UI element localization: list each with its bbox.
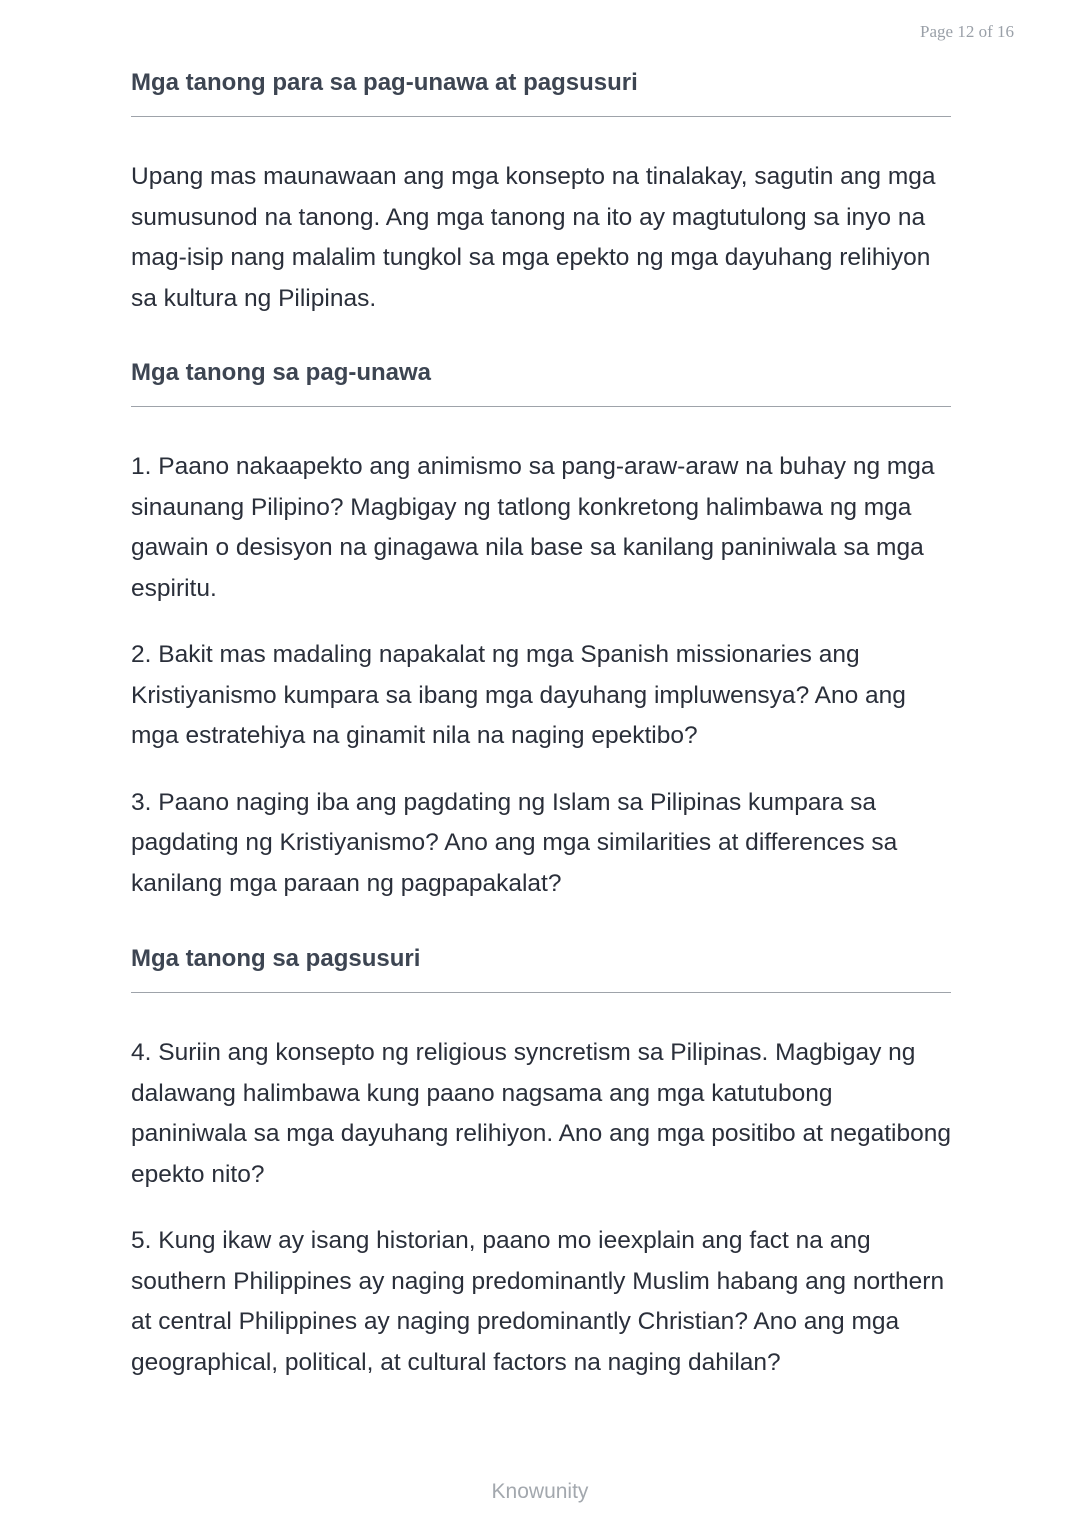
- section-heading-comprehension: Mga tanong sa pag-unawa: [131, 356, 951, 407]
- question-4: 4. Suriin ang konsepto ng religious syncretism sa Pilipinas. Magbigay ng dalawang halimbawa kung paano nagsama ang mga katutubong paniniwala sa mga dayuhang relihiyon. Ano ang mga positibo at negatibong epekto nito?: [131, 1039, 951, 1188]
- section-heading-main: Mga tanong para sa pag-unawa at pagsusuri: [131, 66, 951, 117]
- page-number: Page 12 of 16: [920, 22, 1014, 41]
- question-1: 1. Paano nakaapekto ang animismo sa pang-araw-araw na buhay ng mga sinaunang Pilipino? Magbigay ng tatlong konkretong halimbawa ng mga gawain o desisyon na ginagawa nila base sa kanilang paniniwala sa mga espiritu.: [131, 453, 935, 602]
- footer-brand: Knowunity: [491, 1480, 589, 1503]
- question-2: 2. Bakit mas madaling napakalat ng mga Spanish missionaries ang Kristiyanismo kumpara sa ibang mga dayuhang impluwensya? Ano ang mga estratehiya na ginamit nila na naging epektibo?: [131, 641, 906, 749]
- question-3: 3. Paano naging iba ang pagdating ng Islam sa Pilipinas kumpara sa pagdating ng Kristiyanismo? Ano ang mga similarities at differences sa kanilang mga paraan ng pagpapakalat?: [131, 788, 898, 897]
- question-5: 5. Kung ikaw ay isang historian, paano mo ieexplain ang fact na ang southern Philippines ay naging predominantly Muslim habang ang northern at central Philippines ay naging predominantly Christian? Ano ang mga geographical, political, at cultural factors na naging dahilan?: [131, 1227, 945, 1376]
- intro-paragraph: Upang mas maunawaan ang mga konsepto na tinalakay, sagutin ang mga sumusunod na tanong. Ang mga tanong na ito ay magtutulong sa inyo na mag-isip nang malalim tungkol sa mga epekto ng mga dayuhang relihiyon sa kultura ng Pilipinas.: [131, 163, 936, 312]
- document-body: [131, 66, 951, 1383]
- section-heading-analysis: Mga tanong sa pagsusuri: [131, 942, 951, 993]
